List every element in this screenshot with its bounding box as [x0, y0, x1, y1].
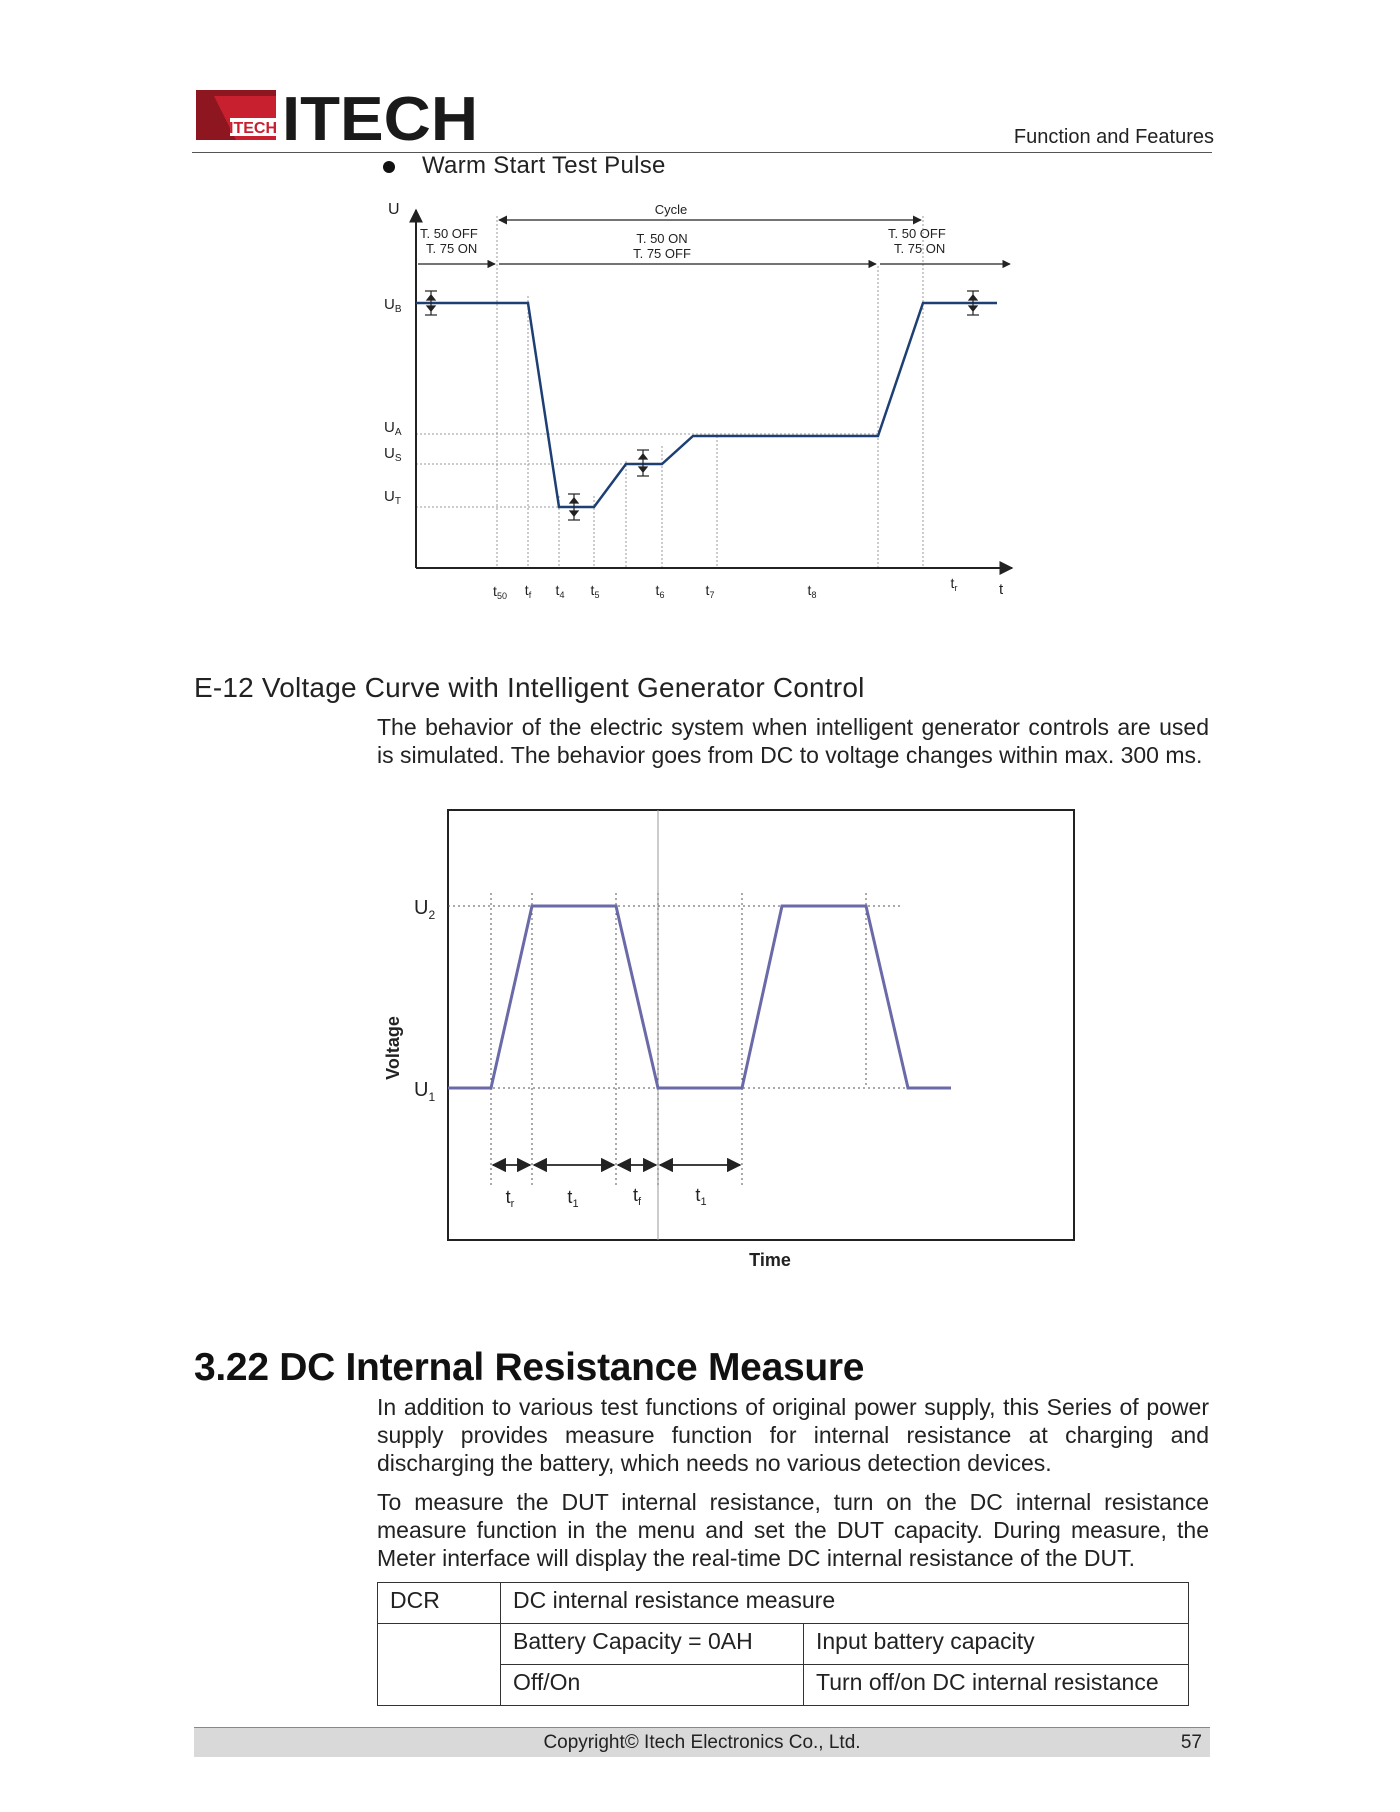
footer-copyright: Copyright© Itech Electronics Co., Ltd.	[543, 1732, 861, 1753]
level-ua-label	[384, 419, 402, 438]
table-cell-battery-desc: Input battery capacity	[804, 1624, 1189, 1665]
itech-logo	[196, 86, 480, 146]
logo-badge-text: ITECH	[229, 120, 277, 137]
header-divider	[192, 152, 1212, 153]
plot-frame	[448, 810, 1074, 1240]
level-ut-label	[384, 488, 401, 507]
table-cell-dcr: DCR	[378, 1583, 501, 1624]
interval-label-t1a: $t_1$	[567, 1187, 579, 1210]
tolerance-markers	[425, 291, 979, 520]
footer-bar	[194, 1727, 1210, 1757]
e12-description: The behavior of the electric system when intelligent generator controls are used is simulated. The behavior goes from DC to voltage changes within max. 300 ms.	[377, 714, 1209, 768]
section-heading-3-22: 3.22 DC Internal Resistance Measure	[194, 1346, 865, 1389]
time-axis-label: Time	[749, 1250, 791, 1270]
time-label-tf: $t_f$	[524, 582, 532, 600]
table-cell-empty	[378, 1624, 501, 1706]
interval-label-tf: $t_f$	[632, 1185, 642, 1208]
time-label-t4: $t_4$	[555, 582, 565, 600]
level-ut-sub: T	[394, 496, 401, 507]
right-label-2: T. 75 ON	[894, 241, 946, 256]
level-us-sub: S	[394, 453, 402, 464]
time-label-t50: $t_{50}$	[493, 583, 507, 601]
level-us-label	[384, 445, 402, 464]
level-us-u: U	[384, 445, 395, 462]
voltage-axis-label: Voltage	[383, 1016, 403, 1080]
time-label-t5: $t_5$	[590, 582, 600, 600]
table-row	[378, 1624, 1189, 1665]
time-label-t7: $t_7$	[705, 582, 715, 600]
time-label-t6: $t_6$	[655, 582, 665, 600]
level-ua-u: U	[384, 419, 395, 436]
e12-curve	[448, 906, 951, 1088]
table-cell-off-on-desc: Turn off/on DC internal resistance	[804, 1665, 1189, 1706]
bullet-text: Warm Start Test Pulse	[422, 152, 666, 179]
level-ua-sub: A	[394, 427, 402, 438]
cycle-label: Cycle	[654, 202, 688, 217]
dcr-instructions-paragraph: To measure the DUT internal resistance, turn on the DC internal resistance measure function in the menu and set the DUT capacity. During measure, the Meter interface will display the real-time DC internal resistance of the DUT.	[377, 1489, 1209, 1571]
right-label-1: T. 50 OFF	[888, 226, 946, 241]
level-ub-u: U	[384, 296, 395, 313]
axis-u-label: U	[388, 201, 400, 218]
page-number: 57	[1180, 1732, 1202, 1753]
mid-label-2: T. 75 OFF	[633, 246, 691, 261]
time-label-t8: $t_8$	[807, 582, 817, 600]
time-label-tr: $t_r$	[950, 575, 958, 593]
u1-label: $U_1$	[414, 1079, 436, 1104]
warm-start-curve	[416, 303, 997, 507]
table-row	[378, 1583, 1189, 1624]
e12-voltage-figure	[376, 808, 1092, 1270]
level-ub-label	[384, 296, 402, 315]
time-gridlines	[497, 216, 923, 568]
level-ub-sub: B	[394, 304, 402, 315]
level-gridlines	[416, 434, 878, 507]
warm-start-figure	[376, 196, 1092, 606]
logo-wordmark: ITECH	[282, 86, 478, 146]
table-cell-off-on: Off/On	[501, 1665, 804, 1706]
table-cell-battery-capacity: Battery Capacity = 0AH	[501, 1624, 804, 1665]
bullet-icon	[383, 161, 395, 173]
interval-label-t1b: $t_1$	[695, 1185, 707, 1208]
left-label-2: T. 75 ON	[426, 241, 478, 256]
table-cell-dcr-desc: DC internal resistance measure	[501, 1583, 1189, 1624]
section-heading-e12: E-12 Voltage Curve with Intelligent Generator Control	[194, 672, 865, 703]
mid-label-1: T. 50 ON	[636, 231, 688, 246]
axis-t-label: t	[999, 581, 1004, 598]
interval-label-tr: $t_r$	[505, 1187, 515, 1210]
section-label: Function and Features	[1013, 126, 1214, 148]
dcr-intro-paragraph: In addition to various test functions of original power supply, this Series of power supply provides measure function for internal resistance at charging and discharging the battery, which needs no various detection devices.	[377, 1394, 1209, 1476]
dcr-menu-table	[377, 1582, 1189, 1706]
level-ut-u: U	[384, 488, 395, 505]
u2-label: $U_2$	[414, 897, 436, 922]
left-label-1: T. 50 OFF	[420, 226, 478, 241]
